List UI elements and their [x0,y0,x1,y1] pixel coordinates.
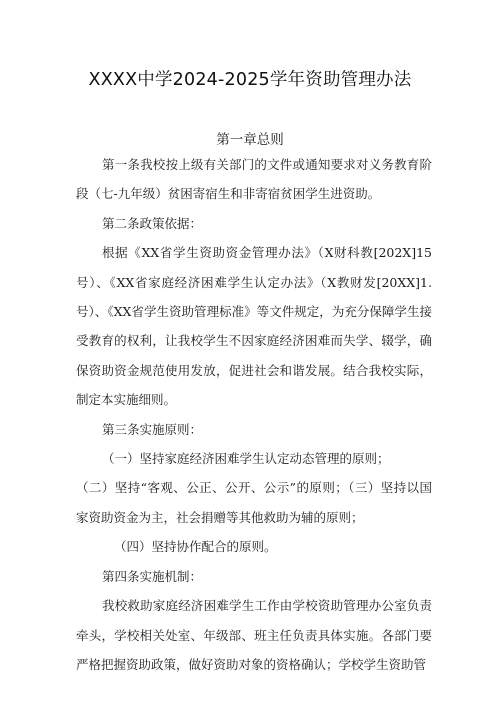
article-4-heading: 第四条实施机制： [102,568,203,584]
document-title: XXXX中学2024-2025学年资助管理办法 [88,70,412,90]
principle-4: （四）坚持协作配合的原则。 [114,539,277,555]
principle-1: （一）坚持家庭经济困难学生认定动态管理的原则； [102,451,390,467]
document-body [76,150,432,679]
principle-2-3: （二）坚持“客观、公正、公开、公示”的原则；（三）坚持以国家资助资金为主，社会捐赠等其他救助为辅的原则； [76,480,432,525]
article-2-heading: 第二条政策依据： [102,215,203,231]
article-1-paragraph: 第一条我校按上级有关部门的文件或通知要求对义务教育阶段（七-九年级）贫困寄宿生和非寄宿贫困学生进资助。 [76,157,432,202]
article-4-mechanism-paragraph: 我校救助家庭经济困难学生工作由学校资助管理办公室负责牵头，学校相关处室、年级部、班主任负责具体实施。各部门要严格把握资助政策，做好资助对象的资格确认；学校学生资助管 [76,598,432,672]
article-2-basis-paragraph: 根据《XX省学生资助资金管理办法》（X财科教[202X]15号）、《XX省家庭经济困难学生认定办法》（X教财发[20XX]1.号）、《XX省学生资助管理标准》等文件规定，为充分保障学生接受教育的权利，让我校学生不因家庭经济困难而失学、辍学，确保资助资金规范使用发放，促进社会和谐发展。结合我校实际，制定本实施细则。 [76,245,432,408]
article-3-heading: 第三条实施原则： [102,421,203,437]
chapter-heading: 第一章总则 [216,132,284,148]
